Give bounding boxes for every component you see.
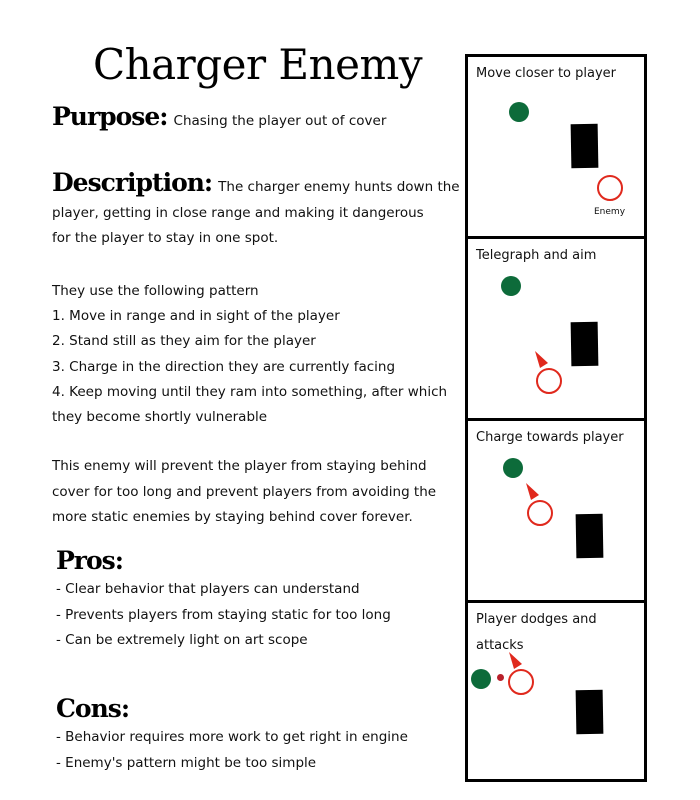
enemy-icon [536, 368, 562, 394]
player-icon [503, 458, 523, 478]
cons-item: - Enemy's pattern might be too simple [56, 754, 317, 771]
panel-title: Telegraph and aim [476, 248, 597, 263]
enemy-icon [597, 175, 623, 201]
pros-item: - Prevents players from staying static for too long [56, 606, 391, 623]
cons-section [56, 693, 408, 776]
cover-icon [571, 322, 599, 366]
enemy-icon [527, 500, 553, 526]
pattern-step-continued: they become shortly vulnerable [52, 408, 268, 425]
closing-paragraph [52, 454, 462, 531]
closing-line: This enemy will prevent the player from staying behind [52, 458, 427, 474]
closing-line: cover for too long and prevent players from avoiding the [52, 483, 437, 500]
storyboard-panel-4 [468, 603, 644, 779]
description-line-2: player, getting in close range and making it dangerous [52, 204, 424, 221]
pattern-intro: They use the following pattern [52, 283, 259, 299]
cons-item: - Behavior requires more work to get right in engine [56, 729, 408, 745]
pattern-step: 4. Keep moving until they ram into something, after which [52, 383, 448, 400]
storyboard-panel-1 [468, 57, 644, 236]
purpose-heading: Purpose: [52, 102, 168, 131]
player-icon [501, 276, 521, 296]
pattern-list [52, 279, 472, 430]
pros-section [56, 545, 391, 654]
player-icon [471, 669, 491, 689]
pros-item: - Can be extremely light on art scope [56, 632, 308, 648]
pattern-step: 3. Charge in the direction they are currently facing [52, 358, 396, 375]
cover-icon [576, 514, 604, 558]
page-title: Charger Enemy [92, 40, 423, 89]
player-icon [509, 102, 529, 122]
pattern-step: 2. Stand still as they aim for the player [52, 333, 316, 350]
enemy-label: Enemy [594, 207, 626, 217]
enemy-icon [508, 669, 534, 695]
cons-heading: Cons: [56, 694, 130, 723]
description-section [52, 170, 472, 252]
cover-icon [571, 124, 599, 168]
cover-icon [576, 690, 604, 734]
description-heading: Description: [52, 168, 213, 197]
storyboard-panel-2 [468, 239, 644, 418]
panel-title: Charge towards player [476, 430, 624, 445]
pattern-step: 1. Move in range and in sight of the player [52, 308, 340, 325]
description-line-3: for the player to stay in one spot. [52, 230, 279, 246]
purpose-section [52, 102, 386, 131]
panel-title: Player dodges and attacks [476, 612, 597, 653]
pros-item: - Clear behavior that players can understand [56, 581, 360, 597]
player-attack-projectile-icon [497, 674, 504, 681]
description-line-1: The charger enemy hunts down the [218, 179, 460, 195]
storyboard-panel-3 [468, 421, 644, 600]
panel-title: Move closer to player [476, 66, 617, 81]
pros-heading: Pros: [56, 546, 123, 575]
storyboard [465, 54, 647, 782]
closing-line: more static enemies by staying behind cover forever. [52, 509, 413, 525]
purpose-text: Chasing the player out of cover [173, 113, 387, 129]
